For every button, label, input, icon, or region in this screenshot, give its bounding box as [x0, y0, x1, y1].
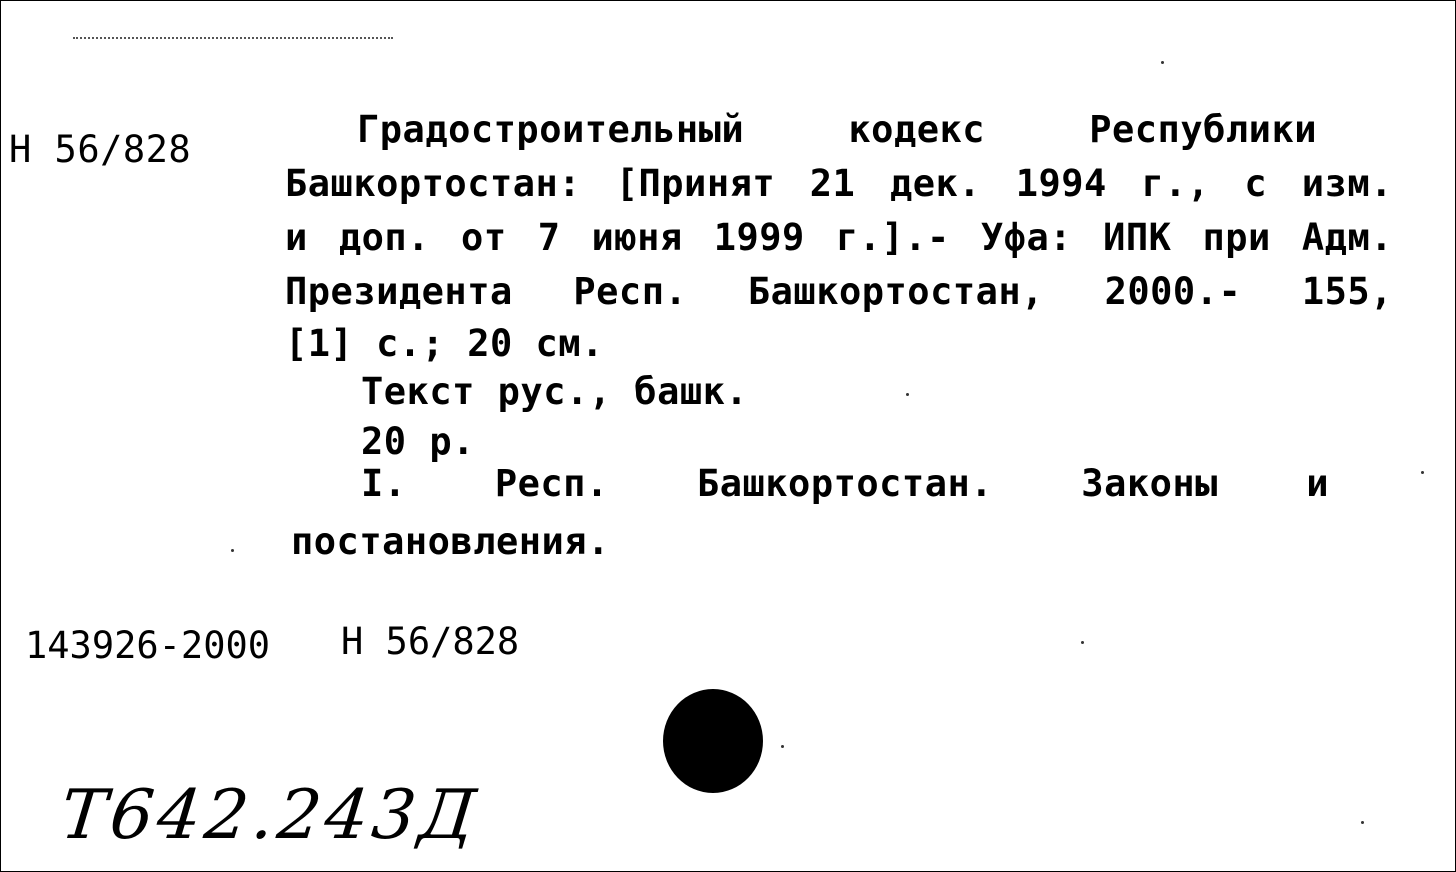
speck: [781, 745, 784, 748]
word: 1999: [713, 216, 805, 259]
speck: [1081, 641, 1084, 644]
speck: [231, 549, 234, 552]
call-number-bottom: Н 56/828: [341, 620, 520, 663]
call-number-top: Н 56/828: [9, 128, 192, 171]
word: доп.: [338, 216, 430, 259]
speck: [1361, 821, 1364, 824]
punch-hole: [663, 689, 763, 793]
word: 1994: [1015, 162, 1107, 205]
word: Респ.: [494, 462, 609, 505]
title-line: [357, 105, 1317, 155]
speck: [906, 393, 909, 396]
title-word: Градостроительный: [357, 108, 745, 151]
description-line-3: [285, 213, 1393, 263]
word: 2000.-: [1104, 270, 1242, 313]
description-line-2: [285, 159, 1393, 209]
top-dotted-line: [73, 37, 393, 39]
handwritten-code: Т642.243Д: [56, 776, 484, 855]
word: Башкортостан,: [747, 270, 1044, 313]
inventory-number: 143926-2000: [25, 624, 271, 667]
price: 20 р.: [361, 420, 475, 463]
word: 7: [537, 216, 561, 259]
title-word: кодекс: [848, 108, 986, 151]
word: от: [461, 216, 507, 259]
subject-line-1: [361, 459, 1329, 509]
word: Законы: [1081, 462, 1218, 505]
word: I.: [361, 462, 407, 505]
word: и: [285, 216, 308, 259]
word: и: [1306, 462, 1329, 505]
word: Адм.: [1301, 216, 1393, 259]
word: дек.: [889, 162, 982, 205]
speck: [1161, 61, 1164, 64]
description-line-5: [1] с.; 20 см.: [285, 322, 604, 365]
word: Башкортостан:: [285, 162, 582, 205]
subject-line-2: постановления.: [291, 520, 610, 563]
word: [Принят: [615, 162, 776, 205]
word: 21: [809, 162, 856, 205]
word: с: [1244, 162, 1268, 205]
word: г.].-: [835, 216, 950, 259]
word: Президента: [285, 270, 513, 313]
language-note: Текст рус., башк.: [361, 370, 749, 413]
word: изм.: [1301, 162, 1393, 205]
word: июня: [591, 216, 683, 259]
title-word: Республики: [1089, 108, 1317, 151]
word: 155,: [1301, 270, 1393, 313]
speck: [1421, 471, 1424, 474]
description-line-4: [285, 267, 1393, 317]
word: при: [1202, 216, 1271, 259]
word: г.,: [1141, 162, 1210, 205]
word: Башкортостан.: [696, 462, 994, 505]
word: ИПК: [1103, 216, 1172, 259]
word: Уфа:: [980, 216, 1072, 259]
word: Респ.: [573, 270, 688, 313]
